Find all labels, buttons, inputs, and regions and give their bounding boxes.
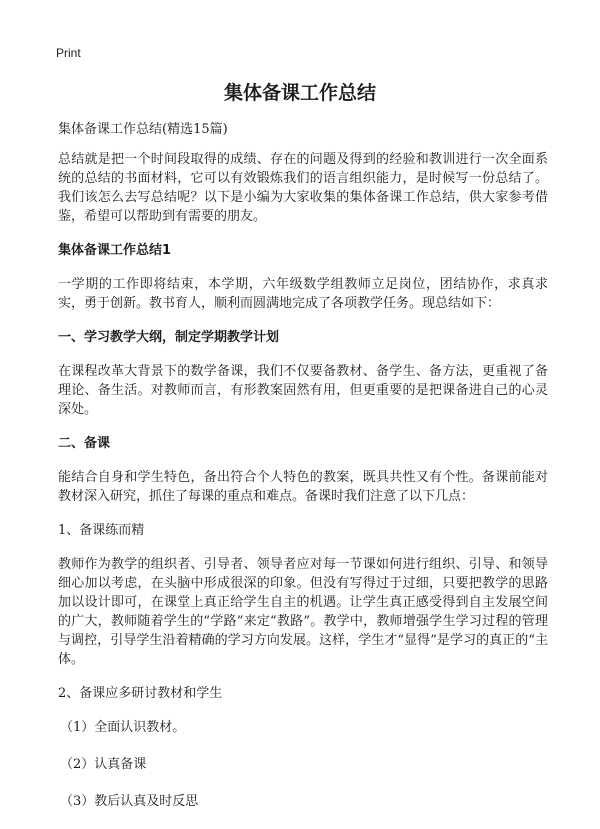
page-title: 集体备课工作总结 <box>223 82 376 104</box>
numbered-heading: 1、备课练而精 <box>58 523 145 538</box>
subsection-heading: 二、备课 <box>58 436 111 451</box>
paragraph: 能结合自身和学生特色，备出符合个人特色的教案，既具共性又有个性。备课前能对教材深入研究，抓住了每课的重点和难点。备课时我们注意了以下几点： <box>58 470 548 504</box>
list-item: （1）全面认识教材。 <box>60 720 186 735</box>
list-item: （3）教后认真及时反思 <box>60 794 199 809</box>
numbered-heading: 2、备课应多研讨教材和学生 <box>58 686 223 701</box>
print-link[interactable]: Print <box>56 46 81 60</box>
article-body <box>58 120 548 829</box>
intro-paragraph: 总结就是把一个时间段取得的成绩、存在的问题及得到的经验和教训进行一次全面系统的总结的书面材料，它可以有效锻炼我们的语言组织能力，是时候写一份总结了。我们该怎么去写总结呢？以下是小编为大家收集的集体备课工作总结，供大家参考借鉴，希望可以帮助到有需要的朋友。 <box>58 152 548 224</box>
paragraph: 一学期的工作即将结束，本学期，六年级数学组教师立足岗位，团结协作，求真求实，勇于创新。教书育人，顺利而圆满地完成了各项教学任务。现总结如下： <box>58 277 548 311</box>
section-heading: 集体备课工作总结1 <box>58 243 172 258</box>
document-subtitle: 集体备课工作总结(精选15篇) <box>58 122 228 137</box>
subsection-heading: 一、学习教学大纲，制定学期教学计划 <box>58 330 280 345</box>
list-item: （2）认真备课 <box>60 757 147 772</box>
paragraph: 教师作为教学的组织者、引导者、领导者应对每一节课如何进行组织、引导、和领导细心加以考虑，在头脑中形成很深的印象。但没有写得过于过细，只要把教学的思路加以设计即可，在课堂上真正给学生自主的机遇。让学生真正感受得到自主发展空间的广大，教师随着学生的“学路”来定“教路”。教学中，教师增强学生学习过程的管理与调控，引导学生沿着精确的学习方向发展。这样，学生才“显得”是学习的真正的“主体。 <box>58 557 548 667</box>
paragraph: 在课程改革大背景下的数学备课，我们不仅要备教材、备学生、备方法，更重视了备理论、备生活。对教师而言，有形教案固然有用，但更重要的是把课备进自己的心灵深处。 <box>58 364 548 417</box>
